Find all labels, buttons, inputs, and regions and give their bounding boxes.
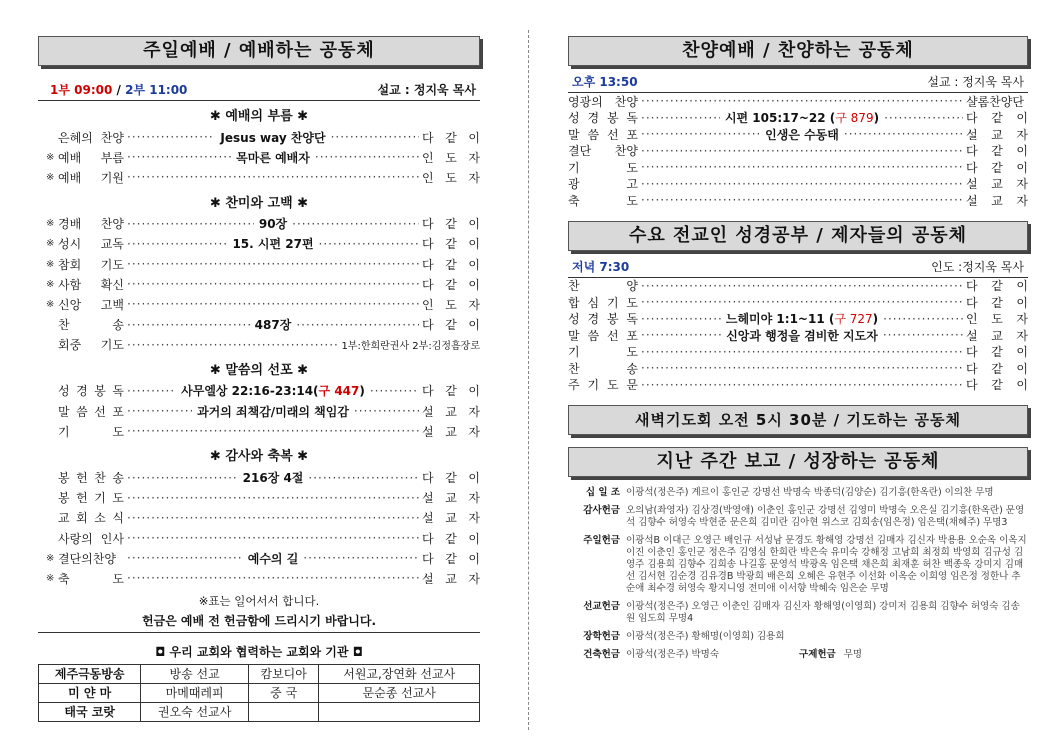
leader-dots: [883, 312, 963, 326]
standing-mark: ※: [46, 238, 55, 250]
sunday-worship-banner: [38, 36, 480, 66]
item-label: 성시 교독: [58, 237, 124, 252]
worship-row: [38, 381, 480, 401]
item-label: 교 회 소 식: [58, 511, 124, 526]
item-label: 결단의찬양: [58, 551, 116, 566]
report-value: [626, 505, 1028, 529]
standing-mark: ※: [46, 151, 55, 163]
offering-note: 헌금은 예배 전 헌금함에 드리시기 바랍니다.: [38, 612, 480, 633]
leader-dots: [127, 471, 238, 485]
item-leader: 다 같 이: [422, 237, 480, 252]
item-leader: 인 도 자: [422, 297, 480, 312]
partner-cell: 제주극동방송: [39, 664, 141, 683]
old-testament-page: 구 879: [835, 111, 874, 126]
sunday-time-header: [38, 78, 480, 101]
item-leader: 다 같 이: [422, 471, 481, 486]
leader-dots: [641, 328, 721, 342]
praise-row: [568, 110, 1028, 127]
leader-dots: [127, 404, 192, 418]
item-leader: 다 같 이: [422, 551, 481, 566]
wednesday-order: [568, 278, 1028, 394]
worship-row: [38, 167, 480, 187]
item-label: 예배 부름: [58, 150, 124, 165]
report-value: [626, 535, 1028, 595]
praise-row: [568, 93, 1028, 110]
report-names: 오의남(좌영자) 김상경(박영애) 이춘인 홍인군 강명선 김영미 박명숙 오은실 김기흥(한옥란) 문영석 김향수 허영숙 박현준 문은희 김미란 김아현 위스코 김희송(임은정) 임은택(채혜주) 무명3: [626, 505, 1025, 528]
leader-dots: [319, 237, 419, 251]
leader-dots: [127, 170, 419, 184]
item-label: 사랑의 인사: [58, 531, 124, 546]
leader-dots: [127, 297, 419, 311]
item-label: 예배 기원: [58, 170, 124, 185]
report-key-2: 구제헌금: [799, 649, 836, 660]
partner-cell: [319, 702, 480, 721]
item-content: [257, 215, 289, 232]
praise-worship-banner: [568, 36, 1028, 66]
item-content-text: 인생은 수동태: [765, 127, 839, 142]
leader-dots: [127, 424, 419, 438]
report-names: 이광석(정은주) 황해명(이영희) 김용희: [626, 631, 785, 642]
partner-cell: 방송 선교: [141, 664, 249, 683]
service-time-1: 1부 09:00: [50, 83, 113, 97]
leader-dots: [844, 127, 963, 141]
time-separator: /: [116, 83, 121, 97]
item-label: 말 씀 선 포: [568, 328, 638, 343]
item-content-text: 목마른 예배자: [236, 150, 310, 165]
section-title: ✱ 말씀의 선포 ✱: [209, 362, 309, 378]
item-content-text: 216장 4절: [242, 471, 304, 486]
item-content: [253, 316, 294, 333]
item-leader: 설 교 자: [422, 491, 480, 506]
item-leader: 다 같 이: [422, 277, 480, 292]
leader-dots: [127, 511, 419, 525]
item-content-text: 90장: [258, 217, 288, 232]
item-leader: 1부:한희란권사 2부:김정흠장로: [341, 341, 480, 353]
report-key: 건축헌금: [583, 649, 620, 660]
item-leader: 다 같 이: [966, 295, 1028, 310]
item-leader: 다 같 이: [966, 361, 1028, 376]
leader-dots: [641, 312, 721, 326]
section-title: ✱ 예배의 부름 ✱: [209, 109, 309, 124]
report-key: 주일헌금: [583, 535, 620, 546]
item-content-end: ): [873, 111, 880, 126]
partners-row: [39, 683, 480, 702]
leader-dots: [354, 404, 419, 418]
report-value: [626, 487, 1028, 499]
item-content: [179, 382, 367, 399]
leader-dots: [127, 217, 254, 231]
offering-report: [568, 487, 1028, 661]
leader-dots: [641, 361, 963, 375]
item-content-text: 사무엘상 22:16-23:14(: [181, 384, 319, 399]
item-content-text: 신앙과 행정을 겸비한 지도자: [726, 328, 878, 343]
item-label: 기 도: [568, 345, 638, 360]
worship-row: [38, 214, 480, 234]
partner-cell: 태국 코랏: [39, 702, 141, 721]
partner-cell: 서원교,장연화 선교사: [319, 664, 480, 683]
report-names: 이광석(정은주) 계르이 홍인군 강명선 박명숙 박종덕(김양순) 김기흥(한옥란) 이의찬 무명: [626, 487, 994, 498]
item-leader: 설 교 자: [966, 177, 1028, 192]
wednesday-row: [568, 327, 1028, 344]
wednesday-row: [568, 344, 1028, 361]
item-label: 회중 기도: [58, 338, 124, 353]
item-content-text: 느헤미야 1:1~11 (: [725, 312, 835, 327]
section-title: ✱ 찬미와 고백 ✱: [209, 195, 309, 211]
partner-cell: 권오숙 선교사: [141, 702, 249, 721]
worship-row: [38, 508, 480, 528]
partner-cell: 마메때레피: [141, 683, 249, 702]
wednesday-banner: [568, 221, 1028, 251]
right-column: [568, 0, 1028, 667]
item-leader: 설 교 자: [966, 328, 1029, 343]
item-label: 광 고: [568, 177, 638, 192]
item-leader: 다 같 이: [966, 144, 1028, 159]
old-testament-page: 구 727: [834, 312, 873, 327]
leader-dots: [127, 150, 231, 164]
leader-dots: [127, 318, 250, 332]
item-content-text: 시편 105:17~22 (: [724, 111, 836, 126]
item-label: 봉 헌 찬 송: [58, 471, 124, 486]
worship-row: [38, 335, 480, 355]
leader-dots: [641, 345, 963, 359]
report-names-2: 무명: [843, 649, 863, 660]
order-of-worship: [38, 107, 480, 589]
item-content-text: 15. 시편 27편: [232, 237, 314, 252]
praise-row: [568, 126, 1028, 143]
leader-dots: [127, 237, 227, 251]
report-item: [568, 649, 1028, 661]
item-content: [195, 403, 351, 420]
partners-row: [39, 702, 480, 721]
item-content-text: 예수의 길: [247, 551, 299, 566]
leader-dots: [641, 94, 963, 108]
leader-dots: [641, 111, 720, 125]
wednesday-time: 저녁 7:30: [572, 259, 630, 274]
standing-note: ※표는 일어서서 합니다.: [198, 593, 320, 608]
partner-cell: 중 국: [248, 683, 319, 702]
report-names: 이광석(정은주) 오영근 이춘인 김매자 김신자 황해영(이영희) 강미저 김용희 김향수 허영숙 김송원 임도희 무명4: [626, 601, 1020, 624]
item-label: 성 경 봉 독: [568, 111, 638, 126]
item-content-end: ): [872, 312, 879, 327]
item-content-text: 487장: [254, 318, 292, 333]
left-column: [38, 0, 480, 722]
item-label: 말 씀 선 포: [568, 127, 638, 142]
leader-dots: [127, 130, 215, 144]
worship-row: [38, 568, 480, 588]
report-item: [568, 631, 1028, 643]
item-leader: 인 도 자: [422, 150, 481, 165]
report-key: 십 일 조: [585, 487, 620, 498]
item-label: 사함 확신: [58, 277, 124, 292]
item-leader: 샬롬찬양단: [966, 94, 1024, 109]
item-leader: 다 같 이: [422, 257, 480, 272]
item-label: 말 씀 선 포: [58, 404, 124, 419]
worship-row: [38, 528, 480, 548]
report-value: [626, 631, 1028, 643]
column-divider: [528, 30, 529, 730]
praise-order: [568, 93, 1028, 209]
dawn-prayer-title: 새벽기도회 오전 5시 30분 / 기도하는 공동체: [635, 411, 961, 429]
report-item: [568, 601, 1028, 625]
wednesday-title: 수요 전교인 성경공부 / 제자들의 공동체: [628, 224, 968, 246]
item-label: 경배 찬양: [58, 217, 124, 232]
leader-dots: [641, 279, 963, 293]
praise-row: [568, 176, 1028, 193]
report-names: 이광석(정은주) 박명숙: [626, 649, 720, 660]
partner-cell: 캄보디아: [248, 664, 319, 683]
report-key: 장학헌금: [583, 631, 620, 642]
leader-dots: [883, 328, 963, 342]
report-item: [568, 505, 1028, 529]
worship-row: [38, 315, 480, 335]
leader-dots: [127, 338, 338, 352]
leader-dots: [641, 127, 760, 141]
worship-row: [38, 401, 480, 421]
item-leader: 다 같 이: [422, 384, 480, 399]
item-leader: 인 도 자: [422, 170, 480, 185]
worship-row: [38, 274, 480, 294]
item-leader: 설 교 자: [422, 511, 480, 526]
item-label: 성 경 봉 독: [58, 384, 124, 399]
old-testament-page: 구 447: [318, 384, 360, 399]
partner-cell: 미 얀 마: [39, 683, 141, 702]
partners-title: 우리 교회와 협력하는 교회와 기관: [169, 644, 349, 659]
leader-dots: [884, 111, 963, 125]
leader-dots: [315, 150, 419, 164]
leader-dots: [127, 257, 419, 271]
report-banner: [568, 447, 1028, 477]
item-leader: 다 같 이: [966, 111, 1028, 126]
item-label: 영광의 찬양: [568, 94, 638, 109]
praise-worship-title: 찬양예배 / 찬양하는 공동체: [682, 40, 914, 61]
partner-cell: 문순종 선교사: [319, 683, 480, 702]
item-leader: 인 도 자: [966, 312, 1029, 327]
worship-row: [38, 467, 480, 487]
square-bullet-icon: ◘: [352, 644, 363, 659]
wednesday-leader: 인도 :정지욱 목사: [931, 259, 1024, 274]
item-leader: 설 교 자: [966, 127, 1029, 142]
item-label: 참회 기도: [58, 257, 124, 272]
worship-row: [38, 488, 480, 508]
partners-table: [38, 664, 480, 722]
service-time-2: 2부 11:00: [125, 83, 188, 97]
leader-dots: [308, 471, 419, 485]
wednesday-row: [568, 377, 1028, 394]
partner-cell: [248, 702, 319, 721]
item-label: 기 도: [58, 424, 124, 439]
item-leader: 설 교 자: [966, 193, 1028, 208]
leader-dots: [303, 551, 419, 565]
item-label: 찬 송: [58, 318, 124, 333]
worship-row: [38, 234, 480, 254]
wednesday-row: [568, 294, 1028, 311]
sunday-worship-title: 주일예배 / 예배하는 공동체: [143, 40, 375, 61]
item-content-text: Jesus way 찬양단: [220, 130, 326, 145]
item-leader: 설 교 자: [422, 404, 480, 419]
leader-dots: [127, 571, 419, 585]
item-leader: 다 같 이: [422, 531, 480, 546]
section-title: ✱ 감사와 축복 ✱: [209, 449, 309, 465]
worship-row: [38, 254, 480, 274]
item-label: 기 도: [568, 160, 638, 175]
dawn-prayer-banner: [568, 405, 1028, 435]
standing-mark: ※: [46, 258, 55, 270]
item-content-text: 과거의 죄책감/미래의 책임감: [197, 404, 349, 419]
leader-dots: [127, 277, 419, 291]
partners-heading: [38, 643, 480, 660]
item-label: 은혜의 찬양: [58, 130, 124, 145]
leader-dots: [292, 217, 419, 231]
leader-dots: [641, 160, 963, 174]
praise-row: [568, 143, 1028, 160]
report-value: [626, 601, 1028, 625]
leader-dots: [127, 491, 419, 505]
worship-row: [38, 294, 480, 314]
leader-dots: [641, 144, 963, 158]
item-content: [230, 235, 315, 252]
item-leader: 다 같 이: [422, 130, 481, 145]
item-leader: 설 교 자: [422, 424, 480, 439]
worship-row: [38, 127, 480, 147]
item-label: 합 심 기 도: [568, 295, 638, 310]
leader-dots: [331, 130, 419, 144]
praise-preacher: 설교 : 정지욱 목사: [927, 75, 1024, 89]
standing-mark: ※: [46, 552, 55, 564]
wednesday-row: [568, 360, 1028, 377]
report-title: 지난 주간 보고 / 성장하는 공동체: [656, 451, 940, 472]
leader-dots: [641, 193, 963, 207]
item-label: 축 도: [568, 193, 638, 208]
item-content: [234, 149, 312, 166]
report-key: 선교헌금: [583, 601, 620, 612]
leader-dots: [296, 318, 419, 332]
praise-time: 오후 13:50: [572, 75, 638, 89]
item-content: [218, 129, 327, 146]
leader-dots: [641, 378, 963, 392]
praise-time-header: [568, 74, 1028, 93]
item-label: 봉 헌 기 도: [58, 491, 124, 506]
praise-row: [568, 159, 1028, 176]
item-leader: 설 교 자: [422, 571, 480, 586]
standing-mark: ※: [46, 171, 55, 183]
item-label: 신앙 고백: [58, 297, 124, 312]
item-content: [723, 109, 881, 126]
item-label: 찬 송: [568, 361, 638, 376]
leader-dots: [127, 551, 243, 565]
item-leader: 다 같 이: [966, 378, 1028, 393]
report-key: 감사헌금: [583, 505, 620, 516]
worship-row: [38, 147, 480, 167]
item-label: 축 도: [58, 571, 124, 586]
leader-dots: [641, 295, 963, 309]
report-item: [568, 535, 1028, 595]
worship-row: [38, 548, 480, 568]
item-label: 찬 양: [568, 279, 638, 294]
standing-mark: ※: [46, 572, 55, 584]
wednesday-row: [568, 311, 1028, 328]
item-content: [763, 126, 841, 143]
praise-row: [568, 192, 1028, 209]
item-content: [724, 327, 880, 344]
item-content: [724, 310, 880, 327]
wednesday-row: [568, 278, 1028, 295]
report-value: [626, 649, 1028, 661]
item-content: [241, 469, 306, 486]
item-leader: 다 같 이: [966, 345, 1028, 360]
leader-dots: [127, 384, 176, 398]
partners-row: [39, 664, 480, 683]
wednesday-time-header: [568, 259, 1028, 278]
item-content-end: ): [359, 384, 365, 399]
report-item: [568, 487, 1028, 499]
leader-dots: [370, 384, 419, 398]
square-bullet-icon: ◘: [155, 644, 166, 659]
worship-row: [38, 421, 480, 441]
leader-dots: [641, 177, 963, 191]
item-leader: 다 같 이: [422, 318, 480, 333]
standing-mark: ※: [46, 278, 55, 290]
item-label: 성 경 봉 독: [568, 312, 638, 327]
standing-mark: ※: [46, 218, 55, 230]
report-names: 이광석B 이대근 오영근 배인규 서성남 문경도 황해영 강명선 김매자 김신자 박용용 오순옥 이옥지 이진 이춘인 홍인군 정은주 김영심 한희란 박은숙 유미숙 강해정 고남희 최정희 박영희 김규성 김영주 김용희 김향수 김희송 나길홍 문영석 박광옥 임은택 채은희 최재훈 허찬 백종욱 강미지 김매선 김서현 김순경 김유경B 박광희 배은희 오혜은 유현주 이선화 이옥순 이희영 임은정 정한나 추순애 최수경 허영숙 황지니영 전미애 이서향 박혜숙 임은순 무명: [626, 535, 1027, 594]
item-label: 결단 찬양: [568, 144, 638, 159]
item-leader: 다 같 이: [966, 160, 1028, 175]
item-leader: 다 같 이: [966, 279, 1028, 294]
preacher-label: 설교 : 정지욱 목사: [377, 83, 476, 97]
item-content: [246, 550, 301, 567]
item-label: 주 기 도 문: [568, 378, 638, 393]
item-leader: 다 같 이: [422, 217, 481, 232]
leader-dots: [127, 531, 419, 545]
standing-mark: ※: [46, 298, 55, 310]
